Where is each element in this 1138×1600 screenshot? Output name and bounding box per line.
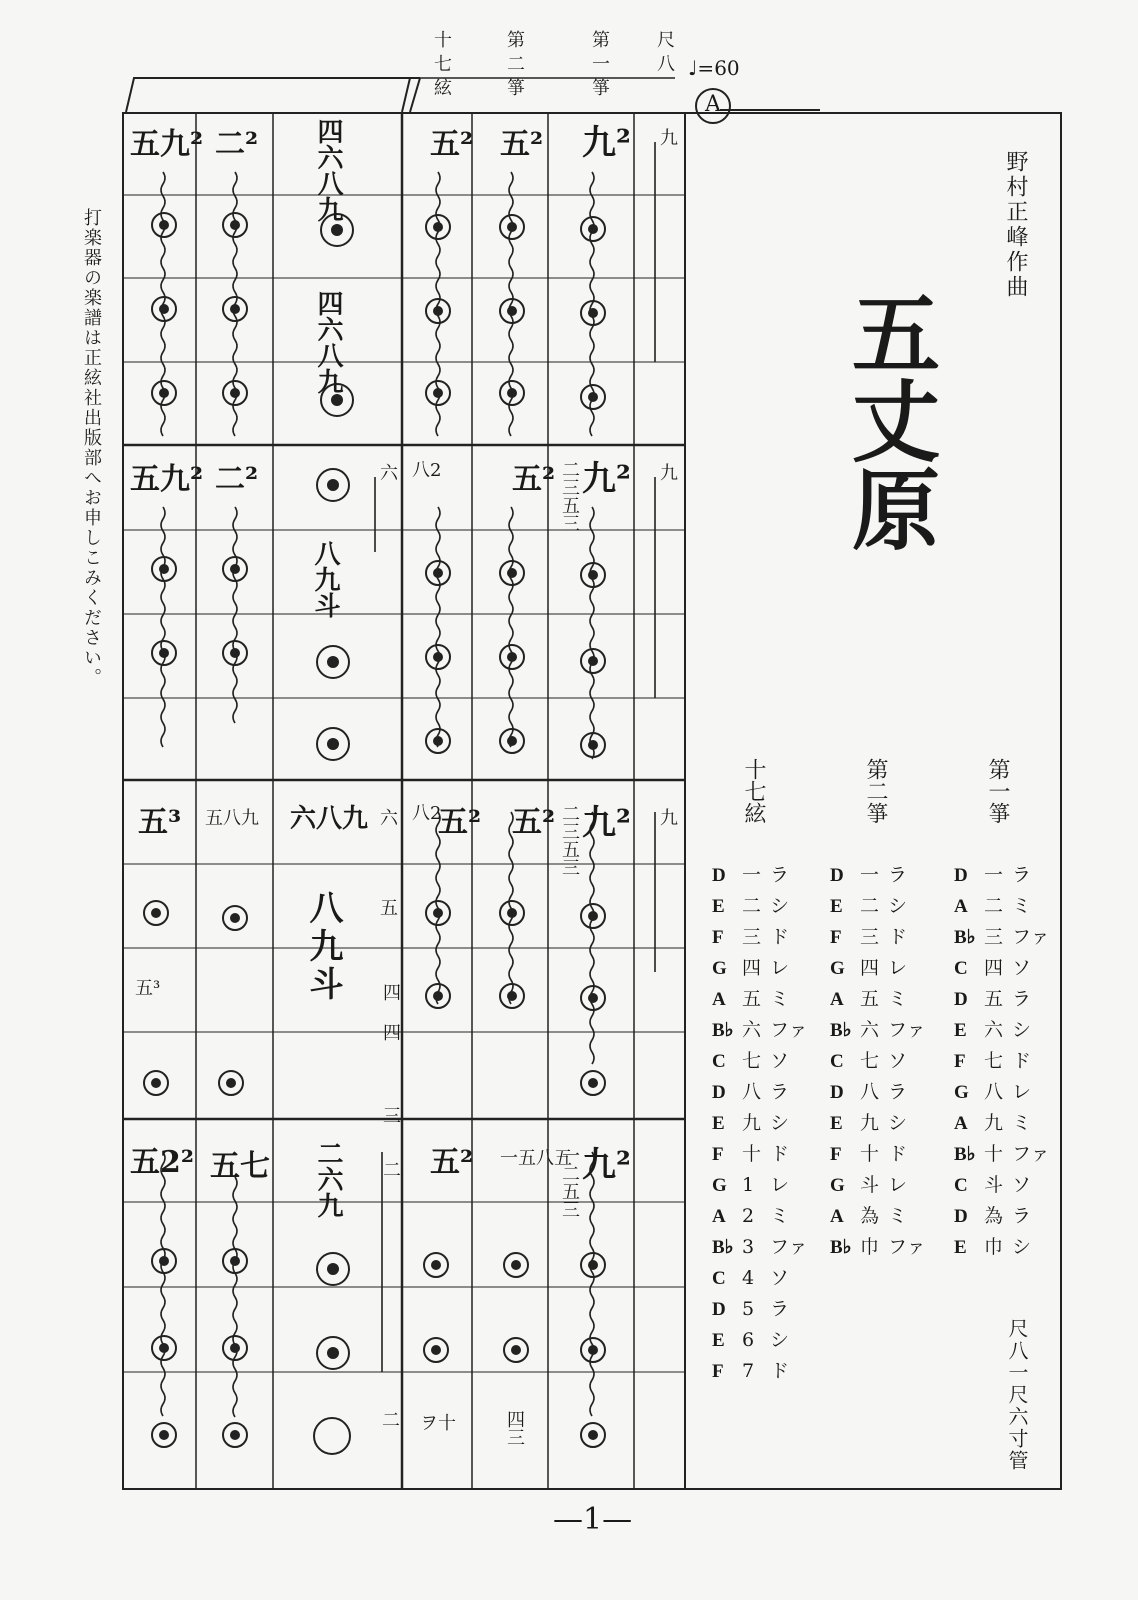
note-dot <box>151 640 177 666</box>
tuning-pitch: B♭ <box>712 1237 734 1258</box>
tuning-solfege: ソ <box>770 1050 790 1072</box>
tuning-solfege: ド <box>888 1143 908 1165</box>
note-dot <box>580 732 606 758</box>
note-dot <box>218 1070 244 1096</box>
tuning-solfege: ド <box>770 1360 790 1382</box>
tuning-pitch: F <box>712 1144 724 1165</box>
tuning-solfege: ド <box>770 926 790 948</box>
tuning-pitch: E <box>712 1330 725 1351</box>
tuning-solfege: シ <box>770 1112 790 1134</box>
score-cell: 五² <box>512 805 556 840</box>
note-dot <box>222 1422 248 1448</box>
tuning-row <box>712 1232 808 1263</box>
tuning-string: 七 <box>742 1050 762 1072</box>
tuning-string: 五 <box>984 988 1004 1010</box>
score-cell: 八九斗 <box>310 540 340 618</box>
tuning-solfege: シ <box>770 1329 790 1351</box>
score-cell: 二² <box>215 462 259 497</box>
tuning-solfege: ミ <box>770 1205 790 1227</box>
tuning-pitch: G <box>954 1082 969 1103</box>
tuning-solfege: ソ <box>888 1050 908 1072</box>
note-dot <box>143 900 169 926</box>
note-dot <box>580 985 606 1011</box>
note-dot <box>499 900 525 926</box>
tuning-pitch: B♭ <box>954 927 976 948</box>
tuning-pitch: E <box>712 896 725 917</box>
note-dot <box>316 1252 350 1286</box>
tuning-row <box>954 984 1050 1015</box>
score-cell: 九 <box>660 808 678 829</box>
score-cell: 五八九 <box>205 808 259 829</box>
tuning-string: 巾 <box>984 1236 1004 1258</box>
tuning-solfege: ファ <box>888 1236 926 1258</box>
score-cell: 二三五三 <box>559 460 580 532</box>
tuning-row <box>712 984 808 1015</box>
tuning-solfege: ファ <box>1012 1143 1050 1165</box>
tuning-pitch: C <box>954 1175 968 1196</box>
note-dot <box>423 1337 449 1363</box>
tuning-solfege: ミ <box>770 988 790 1010</box>
tuning-row <box>712 1139 808 1170</box>
tuning-row <box>712 891 808 922</box>
tuning-row <box>954 860 1050 891</box>
note-dot <box>423 1252 449 1278</box>
tuning-pitch: D <box>830 865 844 886</box>
note-dot <box>151 380 177 406</box>
tuning-string: 三 <box>984 926 1004 948</box>
score-cell: 一五八五 <box>500 1148 572 1169</box>
tuning-solfege: ラ <box>1012 988 1032 1010</box>
tuning-solfege: ド <box>1012 1050 1032 1072</box>
tuning-pitch: E <box>830 896 843 917</box>
tuning-string: 5 <box>742 1298 755 1320</box>
tuning-label-daiichi-koto: 第一箏 <box>985 758 1010 824</box>
tuning-solfege: ミ <box>888 988 908 1010</box>
tuning-string: 1 <box>742 1174 755 1196</box>
tuning-solfege: ファ <box>770 1236 808 1258</box>
score-cell: 二 <box>379 1410 400 1428</box>
tuning-pitch: A <box>712 1206 726 1227</box>
tuning-string: 六 <box>860 1019 880 1041</box>
tuning-solfege: ド <box>770 1143 790 1165</box>
tuning-label-daini-koto: 第二箏 <box>863 758 888 824</box>
tuning-pitch: C <box>712 1051 726 1072</box>
tuning-pitch: E <box>954 1237 967 1258</box>
tuning-string: 八 <box>742 1081 762 1103</box>
tuning-pitch: B♭ <box>830 1020 852 1041</box>
score-cell: ヲ十 <box>420 1413 456 1434</box>
tuning-pitch: C <box>954 958 968 979</box>
tuning-row <box>954 1077 1050 1108</box>
tuning-pitch: F <box>712 927 724 948</box>
tuning-string: 2 <box>742 1205 755 1227</box>
tuning-string: 二 <box>742 895 762 917</box>
tuning-string: 斗 <box>860 1174 880 1196</box>
note-dot <box>151 296 177 322</box>
score-cell: 五³ <box>135 978 161 999</box>
tuning-row <box>830 984 926 1015</box>
note-dot <box>143 1070 169 1096</box>
tuning-solfege: ミ <box>1012 1112 1032 1134</box>
tuning-string: 七 <box>860 1050 880 1072</box>
score-cell: 九² <box>582 1145 631 1185</box>
tuning-string: 6 <box>742 1329 755 1351</box>
tuning-string: 五 <box>742 988 762 1010</box>
tuning-pitch: D <box>712 1082 726 1103</box>
tuning-row <box>954 953 1050 984</box>
tuning-row <box>712 953 808 984</box>
header-jushichigen: 十七絃 <box>431 30 452 102</box>
tuning-string: 五 <box>860 988 880 1010</box>
tuning-solfege: レ <box>770 1174 790 1196</box>
tuning-table-daini-koto <box>830 860 926 1263</box>
tuning-solfege: シ <box>888 1112 908 1134</box>
tuning-pitch: D <box>954 865 968 886</box>
tuning-row <box>954 1170 1050 1201</box>
note-dot <box>580 562 606 588</box>
piece-title: 五丈原 <box>838 288 942 552</box>
header-daini-koto: 第二箏 <box>504 30 525 102</box>
tuning-string: 三 <box>860 926 880 948</box>
rehearsal-mark: A <box>695 88 731 124</box>
tuning-pitch: A <box>954 896 968 917</box>
score-cell: 三 <box>383 1106 401 1127</box>
tuning-string: 4 <box>742 1267 755 1289</box>
note-dot <box>425 983 451 1009</box>
note-dot <box>151 212 177 238</box>
tuning-row <box>954 1139 1050 1170</box>
tuning-row <box>830 1170 926 1201</box>
tuning-string: 八 <box>984 1081 1004 1103</box>
tuning-pitch: E <box>830 1113 843 1134</box>
tuning-string: 巾 <box>860 1236 880 1258</box>
tuning-pitch: A <box>830 989 844 1010</box>
tuning-row <box>954 1046 1050 1077</box>
score-cell: 二 <box>383 1160 401 1181</box>
tempo-marking: ♩=60 <box>688 56 740 80</box>
note-dot <box>503 1252 529 1278</box>
tuning-solfege: レ <box>1012 1081 1032 1103</box>
note-dot <box>425 728 451 754</box>
score-cell: 五² <box>438 805 482 840</box>
tuning-solfege: ラ <box>1012 864 1032 886</box>
tuning-pitch: D <box>830 1082 844 1103</box>
tuning-string: 六 <box>742 1019 762 1041</box>
score-cell: 四六八九 <box>313 118 343 222</box>
tuning-string: 一 <box>860 864 880 886</box>
note-dot <box>425 644 451 670</box>
note-dot <box>499 380 525 406</box>
tuning-label-jushichigen: 十七絃 <box>741 758 766 824</box>
tuning-solfege: シ <box>770 895 790 917</box>
tuning-solfege: レ <box>770 957 790 979</box>
score-cell: 五² <box>430 1145 474 1180</box>
tuning-pitch: G <box>712 1175 727 1196</box>
score-cell: 九 <box>660 128 678 149</box>
tuning-row <box>830 1077 926 1108</box>
note-dot <box>580 648 606 674</box>
tuning-row <box>712 1294 808 1325</box>
tuning-string: 一 <box>984 864 1004 886</box>
note-dot <box>316 645 350 679</box>
note-dot <box>580 1422 606 1448</box>
tuning-row <box>830 860 926 891</box>
note-dot <box>580 1070 606 1096</box>
tuning-row <box>830 1139 926 1170</box>
note-dot <box>222 212 248 238</box>
tuning-string: 7 <box>742 1360 755 1382</box>
tuning-solfege: ソ <box>1012 1174 1032 1196</box>
tuning-string: 十 <box>742 1143 762 1165</box>
tuning-string: 九 <box>984 1112 1004 1134</box>
note-dot <box>425 560 451 586</box>
note-dot <box>425 214 451 240</box>
tuning-string: 二 <box>984 895 1004 917</box>
rest-circle <box>313 1417 351 1455</box>
score-cell: 四 <box>383 983 401 1004</box>
side-note: 打楽器の楽譜は正絃社出版部へお申しこみください。 <box>81 208 102 688</box>
tuning-string: 四 <box>742 957 762 979</box>
note-dot <box>499 214 525 240</box>
score-cell: 九 <box>660 463 678 484</box>
tuning-string: 六 <box>984 1019 1004 1041</box>
tuning-row <box>954 1232 1050 1263</box>
note-dot <box>316 468 350 502</box>
tuning-row <box>712 1108 808 1139</box>
tuning-string: 二 <box>860 895 880 917</box>
tuning-row <box>712 1201 808 1232</box>
tuning-string: 一 <box>742 864 762 886</box>
score-cell: 六 <box>380 808 398 829</box>
tuning-row <box>954 1201 1050 1232</box>
tuning-solfege: ラ <box>770 1081 790 1103</box>
note-dot <box>316 727 350 761</box>
note-dot <box>425 380 451 406</box>
score-cell: 六八九 <box>290 804 369 834</box>
tuning-pitch: F <box>830 927 842 948</box>
score-cell: 八2 <box>412 803 442 824</box>
note-dot <box>222 1335 248 1361</box>
tuning-row <box>954 891 1050 922</box>
composer: 野村正峰作曲 <box>1003 150 1028 300</box>
tuning-solfege: レ <box>888 957 908 979</box>
tuning-row <box>830 922 926 953</box>
score-cell: 五2² <box>130 1145 195 1180</box>
tuning-pitch: E <box>712 1113 725 1134</box>
tuning-row <box>830 1046 926 1077</box>
tuning-solfege: ファ <box>888 1019 926 1041</box>
tuning-row <box>954 1108 1050 1139</box>
tuning-row <box>830 1201 926 1232</box>
tuning-pitch: B♭ <box>712 1020 734 1041</box>
tuning-solfege: ラ <box>1012 1205 1032 1227</box>
note-dot <box>580 384 606 410</box>
score-cell: 九² <box>582 803 631 843</box>
tuning-pitch: G <box>712 958 727 979</box>
note-dot <box>499 644 525 670</box>
tuning-pitch: A <box>830 1206 844 1227</box>
note-dot <box>151 1422 177 1448</box>
note-dot <box>580 1252 606 1278</box>
tuning-row <box>712 1046 808 1077</box>
tuning-string: 3 <box>742 1236 755 1258</box>
tuning-solfege: レ <box>888 1174 908 1196</box>
tuning-solfege: シ <box>888 895 908 917</box>
tuning-solfege: ラ <box>770 864 790 886</box>
note-dot <box>425 298 451 324</box>
tuning-string: 為 <box>860 1205 880 1227</box>
tuning-row <box>712 1015 808 1046</box>
tuning-string: 九 <box>742 1112 762 1134</box>
tuning-pitch: B♭ <box>954 1144 976 1165</box>
tuning-pitch: E <box>954 1020 967 1041</box>
score-cell: 八九斗 <box>303 890 343 1004</box>
tuning-row <box>830 891 926 922</box>
tuning-solfege: ド <box>888 926 908 948</box>
note-dot <box>499 728 525 754</box>
score-cell: 五² <box>430 127 474 162</box>
tuning-solfege: ファ <box>770 1019 808 1041</box>
tuning-pitch: C <box>712 1268 726 1289</box>
score-cell: 四三 <box>504 1410 525 1446</box>
score-cell: 九² <box>582 123 631 163</box>
score-cell: 二三五三 <box>559 804 580 876</box>
tuning-row <box>830 1015 926 1046</box>
note-dot <box>222 640 248 666</box>
score-cell: 五九² <box>130 127 204 162</box>
tuning-string: 四 <box>860 957 880 979</box>
tuning-pitch: F <box>830 1144 842 1165</box>
tuning-string: 十 <box>860 1143 880 1165</box>
note-dot <box>499 983 525 1009</box>
tuning-solfege: ラ <box>888 1081 908 1103</box>
tuning-solfege: ラ <box>888 864 908 886</box>
tuning-solfege: ファ <box>1012 926 1050 948</box>
tuning-pitch: D <box>954 1206 968 1227</box>
header-shakuhachi: 尺八 <box>654 30 675 78</box>
score-cell: 五七 <box>210 1149 270 1184</box>
tuning-row <box>712 922 808 953</box>
note-dot <box>151 556 177 582</box>
note-dot <box>580 1337 606 1363</box>
tuning-string: 為 <box>984 1205 1004 1227</box>
tuning-string: 七 <box>984 1050 1004 1072</box>
tuning-row <box>712 1077 808 1108</box>
tuning-solfege: シ <box>1012 1019 1032 1041</box>
note-dot <box>222 1248 248 1274</box>
tuning-row <box>712 1170 808 1201</box>
note-dot <box>499 298 525 324</box>
tuning-solfege: ラ <box>770 1298 790 1320</box>
tuning-pitch: D <box>954 989 968 1010</box>
note-dot <box>580 300 606 326</box>
note-dot <box>222 296 248 322</box>
score-cell: 六 <box>380 463 398 484</box>
tuning-row <box>954 922 1050 953</box>
note-dot <box>151 1248 177 1274</box>
tuning-pitch: F <box>712 1361 724 1382</box>
tuning-solfege: ソ <box>1012 957 1032 979</box>
note-dot <box>222 905 248 931</box>
tuning-pitch: D <box>712 865 726 886</box>
tuning-string: 四 <box>984 957 1004 979</box>
note-dot <box>580 216 606 242</box>
score-cell: 一二五三 <box>559 1146 580 1218</box>
note-dot <box>425 900 451 926</box>
tuning-solfege: ソ <box>770 1267 790 1289</box>
tuning-solfege: シ <box>1012 1236 1032 1258</box>
note-dot <box>580 903 606 929</box>
tuning-row <box>830 1232 926 1263</box>
tuning-pitch: D <box>712 1299 726 1320</box>
tuning-table-daiichi-koto <box>954 860 1050 1263</box>
tuning-pitch: A <box>712 989 726 1010</box>
tuning-pitch: A <box>954 1113 968 1134</box>
tuning-pitch: C <box>830 1051 844 1072</box>
note-dot <box>316 1336 350 1370</box>
score-cell: 四 <box>383 1023 401 1044</box>
tuning-solfege: ミ <box>888 1205 908 1227</box>
tuning-row <box>954 1015 1050 1046</box>
tuning-pitch: F <box>954 1051 966 1072</box>
score-cell: 五² <box>500 127 544 162</box>
tuning-pitch: G <box>830 958 845 979</box>
score-cell: 五九² <box>130 462 204 497</box>
score-cell: 五 <box>377 898 398 934</box>
note-dot <box>222 556 248 582</box>
tuning-row <box>712 860 808 891</box>
tuning-string: 十 <box>984 1143 1004 1165</box>
header-bracket <box>120 60 820 116</box>
tuning-pitch: G <box>830 1175 845 1196</box>
tuning-row <box>830 1108 926 1139</box>
note-dot <box>499 560 525 586</box>
score-cell: 四六八九 <box>313 290 343 394</box>
note-dot <box>503 1337 529 1363</box>
header-daiichi-koto: 第一箏 <box>589 30 610 102</box>
page-number: —1— <box>553 1502 633 1537</box>
shakuhachi-note: 尺八一尺六寸管 <box>1005 1318 1029 1472</box>
tuning-row <box>712 1263 808 1294</box>
tuning-pitch: B♭ <box>830 1237 852 1258</box>
tuning-string: 九 <box>860 1112 880 1134</box>
score-cell: 二六九 <box>313 1140 343 1218</box>
tuning-string: 三 <box>742 926 762 948</box>
tuning-solfege: ミ <box>1012 895 1032 917</box>
tuning-row <box>712 1356 808 1387</box>
score-cell: 五³ <box>138 805 182 840</box>
note-dot <box>151 1335 177 1361</box>
note-dot <box>222 380 248 406</box>
tuning-row <box>830 953 926 984</box>
score-cell: 八2 <box>412 460 442 481</box>
tuning-row <box>712 1325 808 1356</box>
score-cell: 二² <box>215 127 259 162</box>
score-cell: 五² <box>512 462 556 497</box>
score-cell: 九² <box>582 459 631 499</box>
tuning-string: 斗 <box>984 1174 1004 1196</box>
tuning-string: 八 <box>860 1081 880 1103</box>
tuning-table-jushichigen <box>712 860 808 1387</box>
